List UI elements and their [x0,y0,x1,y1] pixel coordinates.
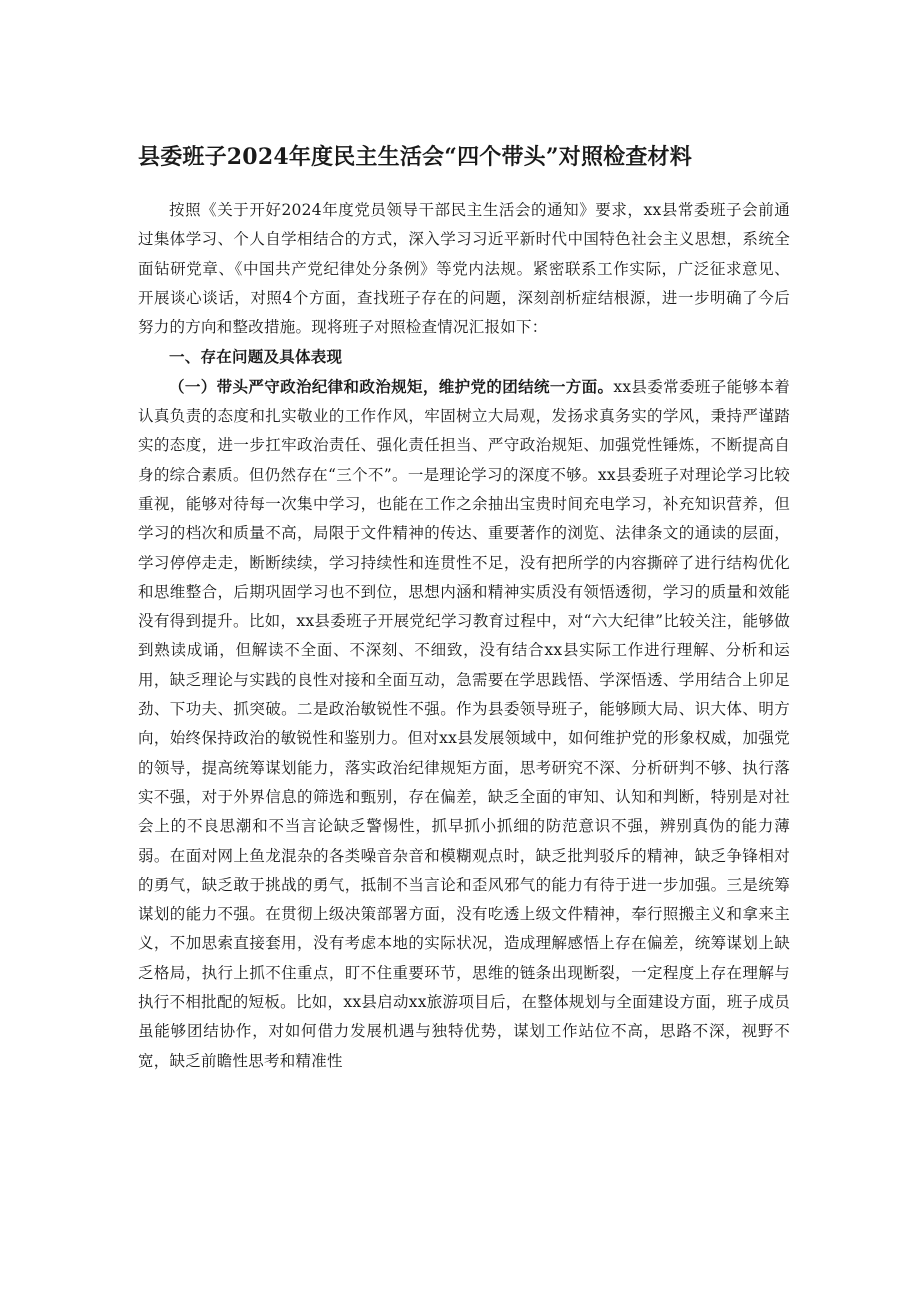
document-body [138,196,790,1076]
subsection-lead: （一）带头严守政治纪律和政治规矩，维护党的团结统一方面。 [169,376,614,396]
subsection-body: xx县委常委班子能够本着认真负责的态度和扎实敬业的工作作风，牢固树立大局观，发扬求真务实的学风，秉持严谨踏实的态度，进一步扛牢政治责任、强化责任担当、严守政治规矩、加强党性锤炼，不断提高自身的综合素质。但仍然存在“三个不”。一是理论学习的深度不够。xx县委班子对理论学习比较重视，能够对待每一次集中学习，也能在工作之余抽出宝贵时间充电学习，补充知识营养，但学习的档次和质量不高，局限于文件精神的传达、重要著作的浏览、法律条文的通读的层面，学习停停走走，断断续续，学习持续性和连贯性不足，没有把所学的内容撕碎了进行结构优化和思维整合，后期巩固学习也不到位，思想内涵和精神实质没有领悟透彻，学习的质量和效能没有得到提升。比如，xx县委班子开展党纪学习教育过程中，对“六大纪律”比较关注，能够做到熟读成诵，但解读不全面、不深刻、不细致，没有结合xx县实际工作进行理解、分析和运用，缺乏理论与实践的良性对接和全面互动，急需要在学思践悟、学深悟透、学用结合上卯足劲、下功夫、抓突破。二是政治敏锐性不强。作为县委领导班子，能够顾大局、识大体、明方向，始终保持政治的敏锐性和鉴别力。但对xx县发展领域中，如何维护党的形象权威，加强党的领导，提高统筹谋划能力，落实政治纪律规矩方面，思考研究不深、分析研判不够、执行落实不强，对于外界信息的筛选和甄别，存在偏差，缺乏全面的审知、认知和判断，特别是对社会上的不良思潮和不当言论缺乏警惕性，抓早抓小抓细的防范意识不强，辨别真伪的能力薄弱。在面对网上鱼龙混杂的各类噪音杂音和模糊观点时，缺乏批判驳斥的精神，缺乏争锋相对的勇气，缺乏敢于挑战的勇气，抵制不当言论和歪风邪气的能力有待于进一步加强。三是统筹谋划的能力不强。在贯彻上级决策部署方面，没有吃透上级文件精神，奉行照搬主义和拿来主义，不加思索直接套用，没有考虑本地的实际状况，造成理解感悟上存在偏差，统筹谋划上缺乏格局，执行上抓不住重点，盯不住重要环节，思维的链条出现断裂，一定程度上存在理解与执行不相批配的短板。比如，xx县启动xx旅游项目后，在整体规划与全面建设方面，班子成员虽能够团结协作，对如何借力发展机遇与独特优势，谋划工作站位不高，思路不深，视野不宽，缺乏前瞻性思考和精准性 [138,377,790,1070]
section-heading: 一、存在问题及具体表现 [169,347,343,367]
intro-paragraph: 按照《关于开好2024年度党员领导干部民主生活会的通知》要求，xx县常委班子会前通过集体学习、个人自学相结合的方式，深入学习习近平新时代中国特色社会主义思想，系统全面钻研党章、《中国共产党纪律处分条例》等党内法规。紧密联系工作实际，广泛征求意见、开展谈心谈话，对照4个方面，查找班子存在的问题，深刻剖析症结根源，进一步明确了今后努力的方向和整改措施。现将班子对照检查情况汇报如下： [138,201,790,337]
document-title: 县委班子2024年度民主生活会“四个带头”对照检查材料 [138,144,692,170]
subsection-paragraph [138,372,790,1076]
